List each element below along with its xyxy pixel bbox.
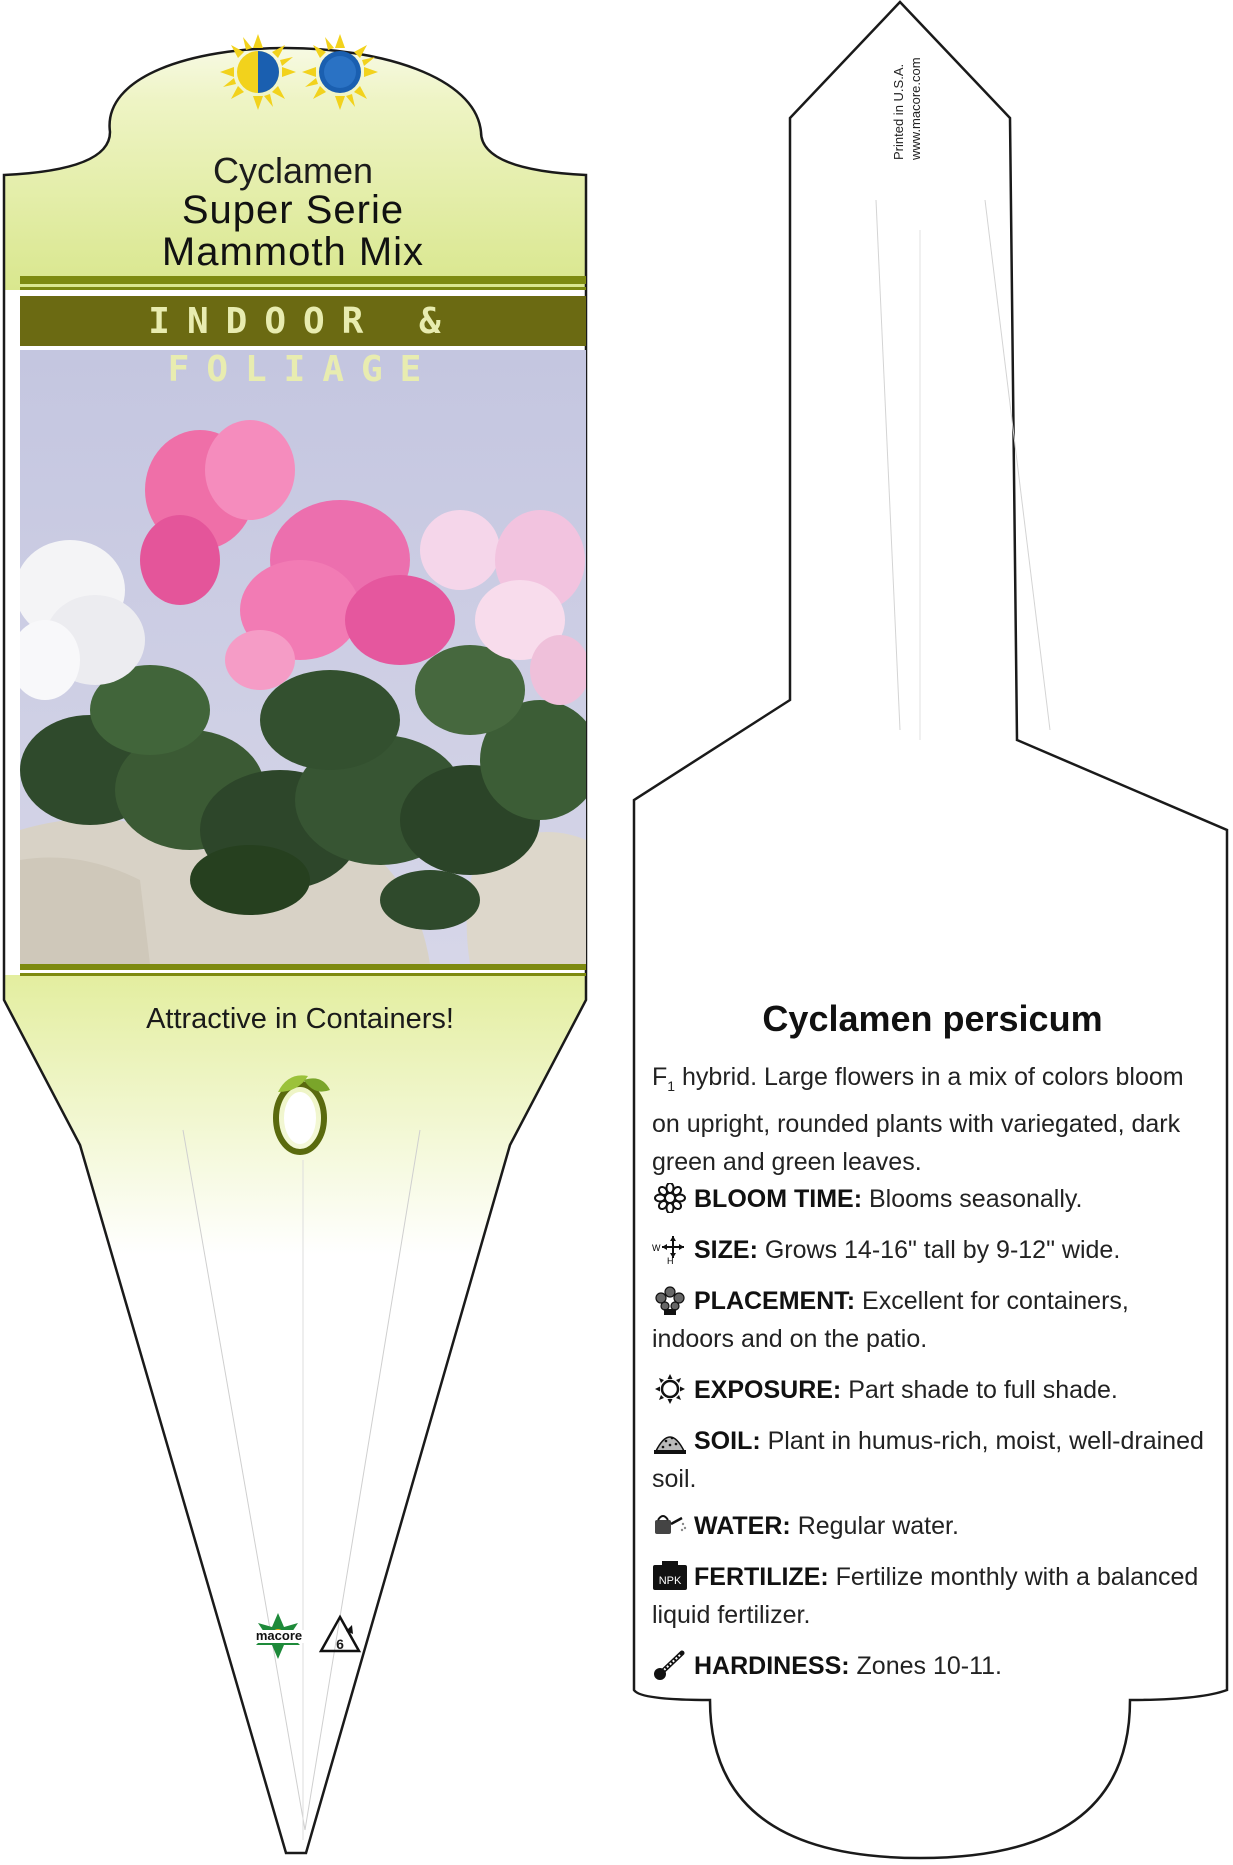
feature-text: Attractive in Containers! bbox=[146, 1003, 454, 1035]
botanical-name: Cyclamen persicum bbox=[762, 998, 1103, 1039]
care-label-soil: SOIL: bbox=[694, 1427, 761, 1455]
variety-line-1: Super Serie bbox=[181, 188, 405, 232]
description bbox=[652, 1058, 1212, 1181]
part-shade-sun-icon bbox=[220, 34, 296, 110]
sun-outline-icon bbox=[652, 1374, 688, 1404]
category-label: INDOOR & FOLIAGE bbox=[148, 301, 458, 390]
watering-can-icon bbox=[652, 1510, 688, 1540]
care-label-placement: PLACEMENT: bbox=[694, 1287, 856, 1315]
care-text-exposure: Part shade to full shade. bbox=[841, 1376, 1118, 1404]
full-shade-sun-icon bbox=[302, 34, 378, 110]
care-item-water bbox=[652, 1507, 1212, 1545]
recycle-number: 6 bbox=[336, 1636, 344, 1652]
description-sub: 1 bbox=[667, 1078, 676, 1094]
size-arrows-icon bbox=[652, 1234, 688, 1264]
printed-info bbox=[890, 0, 930, 160]
size-h-label: H bbox=[667, 1256, 674, 1264]
npk-label: NPK bbox=[658, 1575, 682, 1587]
placement-plant-icon bbox=[652, 1285, 688, 1315]
npk-bag-icon bbox=[652, 1561, 688, 1591]
printed-line-1: Printed in U.S.A. bbox=[891, 63, 906, 160]
care-text-placement: Excellent for containers, indoors and on the patio. bbox=[652, 1287, 1129, 1353]
common-name: Cyclamen bbox=[212, 150, 374, 191]
care-text-water: Regular water. bbox=[790, 1512, 959, 1540]
care-label-bloom: BLOOM TIME: bbox=[694, 1185, 863, 1213]
variety-line-2: Mammoth Mix bbox=[161, 230, 425, 274]
macore-logo-text: macore bbox=[255, 1628, 303, 1643]
care-item-size bbox=[652, 1231, 1212, 1269]
care-item-soil bbox=[652, 1422, 1212, 1498]
care-item-placement bbox=[652, 1282, 1212, 1358]
size-w-label: W bbox=[652, 1243, 661, 1253]
care-text-soil: Plant in humus-rich, moist, well-drained soil. bbox=[652, 1427, 1204, 1493]
care-text-bloom: Blooms seasonally. bbox=[862, 1185, 1083, 1213]
care-label-fertilize: FERTILIZE: bbox=[694, 1563, 829, 1591]
care-text-size: Grows 14-16" tall by 9-12" wide. bbox=[757, 1236, 1121, 1264]
flower-icon bbox=[652, 1183, 688, 1213]
soil-trowel-icon bbox=[652, 1425, 688, 1455]
care-item-fertilize bbox=[652, 1558, 1212, 1634]
description-prefix: F bbox=[652, 1063, 668, 1091]
care-label-hardiness: HARDINESS: bbox=[694, 1652, 850, 1680]
care-text-fertilize: Fertilize monthly with a balanced liquid fertilizer. bbox=[652, 1563, 1199, 1629]
description-text: hybrid. Large flowers in a mix of colors bloom on upright, rounded plants with variegated, dark green and green leaves. bbox=[652, 1063, 1184, 1176]
care-item-exposure bbox=[652, 1371, 1212, 1409]
care-label-water: WATER: bbox=[694, 1512, 791, 1540]
care-item-hardiness bbox=[652, 1647, 1212, 1685]
thermometer-icon bbox=[652, 1650, 688, 1680]
printed-line-2: www.macore.com bbox=[908, 57, 923, 160]
care-item-bloom bbox=[652, 1180, 1212, 1218]
care-label-exposure: EXPOSURE: bbox=[694, 1376, 842, 1404]
care-label-size: SIZE: bbox=[694, 1236, 758, 1264]
plant-photo bbox=[10, 350, 600, 964]
care-text-hardiness: Zones 10-11. bbox=[849, 1652, 1002, 1680]
